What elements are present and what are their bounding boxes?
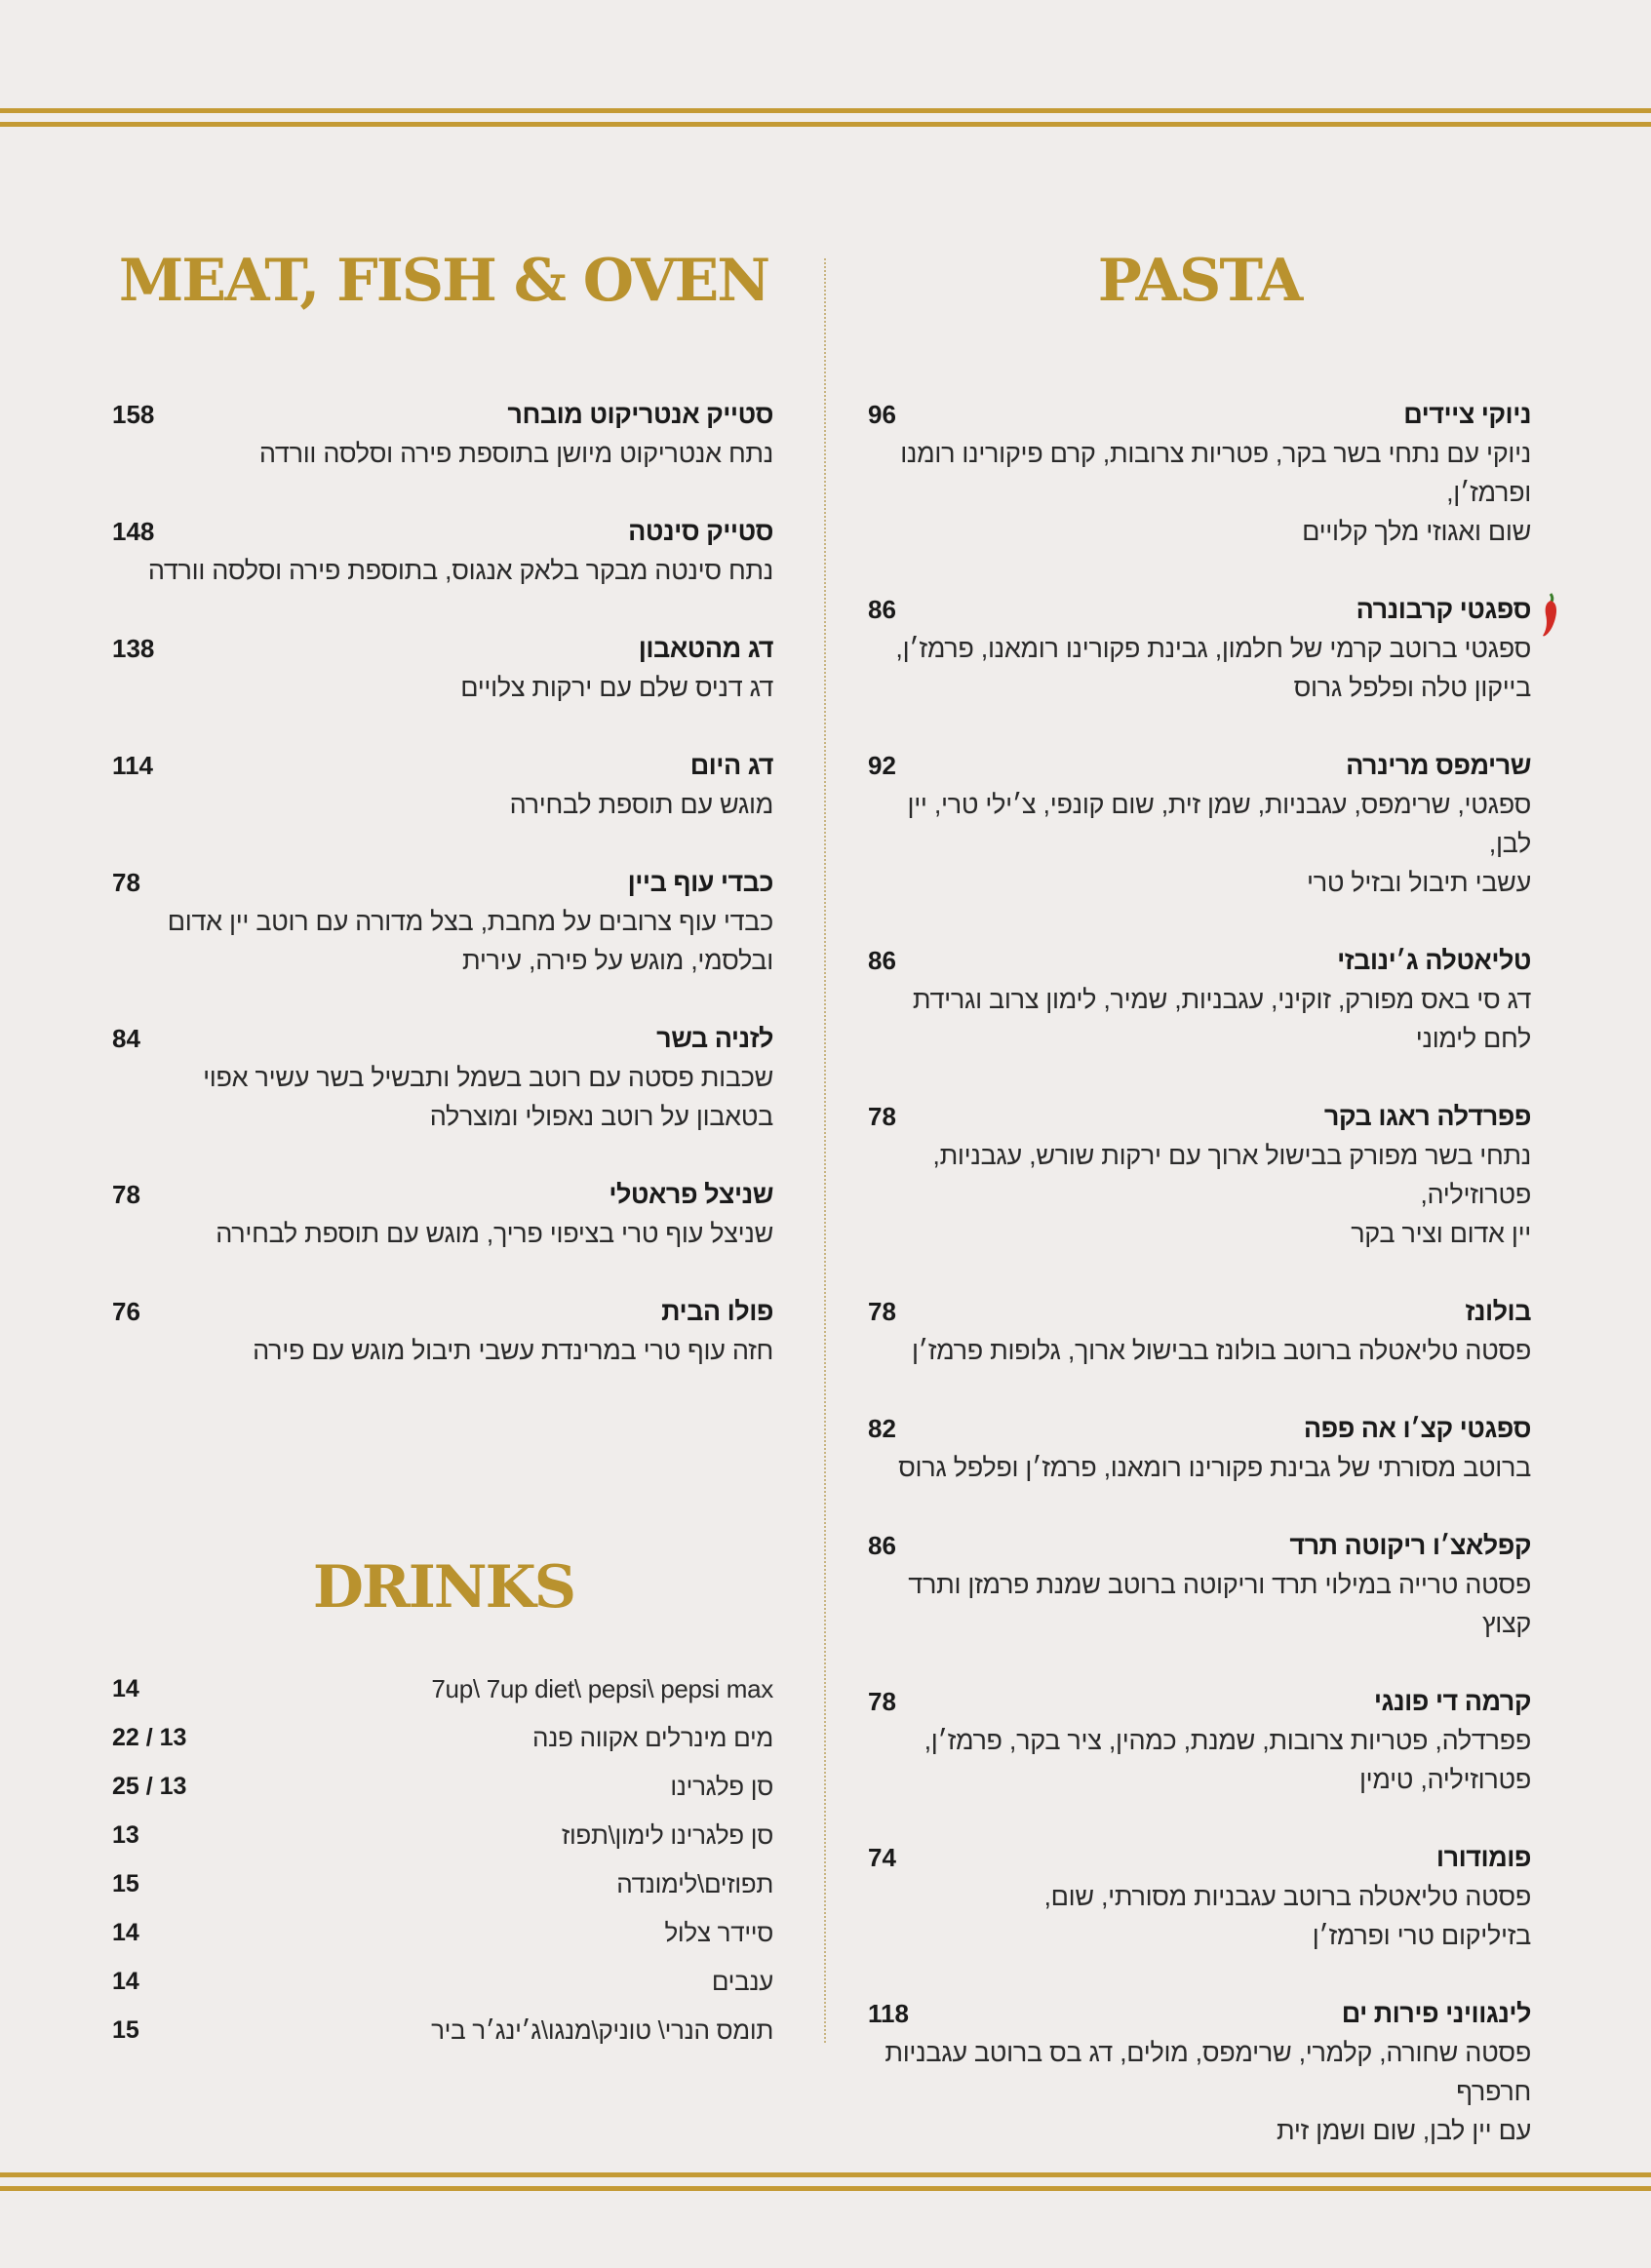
drinks-menu-list bbox=[112, 1664, 773, 2054]
menu-item-name: פולו הבית bbox=[661, 1297, 773, 1326]
menu-item-header bbox=[112, 1019, 773, 1058]
menu-item-price: 78 bbox=[868, 1687, 896, 1716]
menu-item-header bbox=[112, 863, 773, 902]
menu-item-description: פפרדלה, פטריות צרובות, שמנת, כמהין, ציר בקר, פרמז׳ן, bbox=[924, 1726, 1531, 1755]
menu-item-price: 84 bbox=[112, 1024, 140, 1053]
menu-item-description: כבדי עוף צרובים על מחבת, בצל מדורה עם רוטב יין אדום bbox=[167, 907, 773, 936]
menu-item-name: שניצל פראטלי bbox=[609, 1180, 773, 1209]
menu-item-header bbox=[112, 1292, 773, 1331]
menu-item-description: פסטה טליאטלה ברוטב בולונז בבישול ארוך, גלופות פרמז׳ן bbox=[911, 1336, 1531, 1365]
menu-item bbox=[112, 863, 773, 980]
menu-item-description: פסטה טרייה במילוי תרד וריקוטה ברוטב שמנת פרמזן ותרד קצוץ bbox=[908, 1570, 1531, 1638]
menu-item bbox=[112, 1175, 773, 1253]
menu-item-price: 74 bbox=[868, 1843, 896, 1872]
menu-item-description: שכבות פסטה עם רוטב בשמל ותבשיל בשר עשיר אפוי bbox=[203, 1063, 773, 1092]
menu-item-description: עשבי תיבול ובזיל טרי bbox=[1307, 868, 1531, 897]
drink-item bbox=[112, 1762, 773, 1811]
menu-item-description: לחם לימוני bbox=[1415, 1024, 1531, 1053]
menu-item-name: דג מהטאבון bbox=[638, 634, 773, 663]
menu-item-description: בייקון טלה ופלפל גרוס bbox=[1293, 673, 1531, 702]
drink-item bbox=[112, 2006, 773, 2054]
drink-price: 14 bbox=[112, 1675, 139, 1702]
menu-item-name: כבדי עוף ביין bbox=[627, 868, 773, 897]
menu-item-name: ספגטי קצ׳ו אה פפה bbox=[1303, 1414, 1531, 1443]
menu-item-name: קרמה די פונגי bbox=[1373, 1687, 1531, 1716]
menu-item-description: ספגטי ברוטב קרמי של חלמון, גבינת פקורינו רומאנו, פרמז׳ן, bbox=[895, 634, 1531, 663]
menu-item-price: 78 bbox=[112, 1180, 140, 1209]
menu-item bbox=[868, 1409, 1531, 1487]
drink-item bbox=[112, 1908, 773, 1957]
menu-item-description: פסטה שחורה, קלמרי, שרימפס, מולים, דג בס ברוטב עגבניות חרפרף bbox=[884, 2038, 1531, 2106]
pasta-section-title: PASTA bbox=[1097, 247, 1302, 315]
menu-item-name: סטייק סינטה bbox=[628, 517, 773, 546]
menu-item-price: 78 bbox=[868, 1102, 896, 1131]
menu-item bbox=[868, 1994, 1531, 2150]
drink-price: 14 bbox=[112, 1968, 139, 1995]
menu-item-price: 138 bbox=[112, 634, 155, 663]
menu-item-price: 92 bbox=[868, 751, 896, 780]
top-gold-rule bbox=[0, 122, 1651, 127]
drink-price: 22 / 13 bbox=[112, 1724, 187, 1751]
drink-item bbox=[112, 1713, 773, 1762]
menu-item-header bbox=[868, 1682, 1531, 1721]
menu-item-description: נתח סינטה מבקר בלאק אנגוס, בתוספת פירה וסלסה וורדה bbox=[147, 556, 773, 585]
menu-item bbox=[868, 1292, 1531, 1370]
menu-item-price: 82 bbox=[868, 1414, 896, 1443]
menu-item-name: פפרדלה ראגו בקר bbox=[1323, 1102, 1531, 1131]
menu-item-price: 114 bbox=[112, 751, 153, 780]
menu-item-price: 86 bbox=[868, 595, 896, 624]
menu-item-header bbox=[112, 395, 773, 434]
menu-item bbox=[112, 395, 773, 473]
column-divider bbox=[824, 258, 826, 2043]
meat-menu-list bbox=[112, 395, 773, 1409]
menu-item-price: 118 bbox=[868, 1999, 909, 2028]
menu-item bbox=[868, 941, 1531, 1058]
drink-name: ענבים bbox=[711, 1967, 773, 1996]
menu-item-price: 148 bbox=[112, 517, 155, 546]
menu-item-price: 86 bbox=[868, 946, 896, 975]
menu-item-description: יין אדום וציר בקר bbox=[1351, 1219, 1531, 1248]
menu-item-price: 96 bbox=[868, 400, 896, 429]
menu-item bbox=[112, 1292, 773, 1370]
menu-item-description: דג סי באס מפורק, זוקיני, עגבניות, שמיר, לימון צרוב וגרידת bbox=[912, 985, 1531, 1014]
menu-item-name: פומודורו bbox=[1435, 1843, 1531, 1872]
menu-item-header bbox=[868, 1292, 1531, 1331]
chili-pepper-icon bbox=[1539, 592, 1560, 645]
menu-item-price: 76 bbox=[112, 1297, 140, 1326]
menu-item-description: ברוטב מסורתי של גבינת פקורינו רומאנו, פרמז׳ן ופלפל גרוס bbox=[898, 1453, 1531, 1482]
menu-item-description: דג דניס שלם עם ירקות צלויים bbox=[460, 673, 773, 702]
menu-item-name: קפלאצ׳ו ריקוטה תרד bbox=[1289, 1531, 1531, 1560]
drinks-section-title: DRINKS bbox=[312, 1553, 575, 1622]
menu-item-description: עם יין לבן, שום ושמן זית bbox=[1277, 2116, 1531, 2145]
drink-price: 25 / 13 bbox=[112, 1773, 187, 1800]
drink-item bbox=[112, 1664, 773, 1713]
menu-item-name: טליאטלה ג׳ינובזי bbox=[1337, 946, 1531, 975]
pasta-menu-list bbox=[868, 395, 1531, 2189]
drink-name: תפוזים\לימונדה bbox=[616, 1869, 773, 1898]
menu-item-price: 86 bbox=[868, 1531, 896, 1560]
menu-item-description: שניצל עוף טרי בציפוי פריך, מוגש עם תוספת לבחירה bbox=[216, 1219, 773, 1248]
menu-item-header bbox=[868, 395, 1531, 434]
menu-item-description: נתחי בשר מפורק בבישול ארוך עם ירקות שורש, עגבניות, פטרוזיליה, bbox=[932, 1141, 1531, 1209]
top-gold-rule bbox=[0, 108, 1651, 113]
menu-item bbox=[868, 1526, 1531, 1643]
menu-item-header bbox=[868, 941, 1531, 980]
drink-item bbox=[112, 1859, 773, 1908]
drink-name: תומס הנרי\ טוניק\מנגו\ג׳ינג׳ר ביר bbox=[431, 2015, 773, 2045]
meat-section-title: MEAT, FISH & OVEN bbox=[118, 247, 769, 315]
menu-item bbox=[112, 512, 773, 590]
menu-item bbox=[868, 1097, 1531, 1253]
menu-item-header bbox=[868, 1409, 1531, 1448]
drink-name: סן פלגרינו bbox=[670, 1772, 773, 1801]
menu-item-name: דג היום bbox=[689, 751, 773, 780]
menu-item-description: ספגטי, שרימפס, עגבניות, שמן זית, שום קונפי, צ׳ילי טרי, יין לבן, bbox=[907, 790, 1531, 858]
menu-item-header bbox=[868, 1526, 1531, 1565]
menu-item-price: 78 bbox=[868, 1297, 896, 1326]
drink-item bbox=[112, 1811, 773, 1859]
menu-item bbox=[868, 1838, 1531, 1955]
menu-item-header bbox=[112, 746, 773, 785]
menu-item-header bbox=[112, 629, 773, 668]
drink-price: 13 bbox=[112, 1821, 139, 1849]
menu-item-header bbox=[868, 746, 1531, 785]
drink-item bbox=[112, 1957, 773, 2006]
drink-price: 15 bbox=[112, 1870, 139, 1897]
menu-item bbox=[112, 629, 773, 707]
menu-item-description: בזיליקום טרי ופרמז׳ן bbox=[1312, 1921, 1531, 1950]
menu-item-header bbox=[868, 1994, 1531, 2033]
drink-price: 14 bbox=[112, 1919, 139, 1946]
drink-name: סן פלגרינו לימון\תפוז bbox=[561, 1820, 773, 1850]
menu-item-description: בטאבון על רוטב נאפולי ומוצרלה bbox=[429, 1102, 773, 1131]
menu-item-description: חזה עוף טרי במרינדת עשבי תיבול מוגש עם פירה bbox=[253, 1336, 773, 1365]
menu-item bbox=[868, 590, 1531, 707]
menu-item bbox=[112, 1019, 773, 1136]
menu-item-name: ספגטי קרבונרה bbox=[1356, 595, 1531, 624]
drink-price: 15 bbox=[112, 2016, 139, 2044]
menu-item-header bbox=[868, 1097, 1531, 1136]
menu-item-description: ניוקי עם נתחי בשר בקר, פטריות צרובות, קרם פיקורינו רומנו ופרמז׳ן, bbox=[900, 439, 1531, 507]
menu-item-header bbox=[112, 512, 773, 551]
menu-item-description: פטרוזיליה, טימין bbox=[1358, 1765, 1531, 1794]
menu-item bbox=[868, 746, 1531, 902]
menu-item-name: סטייק אנטריקוט מובחר bbox=[507, 400, 773, 429]
drink-name: סיידר צלול bbox=[664, 1918, 773, 1947]
menu-item-header bbox=[112, 1175, 773, 1214]
menu-item bbox=[868, 1682, 1531, 1799]
menu-item-description: ובלסמי, מוגש על פירה, עירית bbox=[462, 946, 773, 975]
menu-item-price: 78 bbox=[112, 868, 140, 897]
menu-item-description: שום ואגוזי מלך קלויים bbox=[1302, 517, 1531, 546]
drink-name: מים מינרלים אקווה פנה bbox=[532, 1723, 773, 1752]
menu-item bbox=[112, 746, 773, 824]
menu-item-description: פסטה טליאטלה ברוטב עגבניות מסורתי, שום, bbox=[1043, 1882, 1531, 1911]
menu-item bbox=[868, 395, 1531, 551]
menu-item-header bbox=[868, 590, 1531, 629]
menu-item-name: בולונז bbox=[1465, 1297, 1531, 1326]
menu-item-name: לזניה בשר bbox=[656, 1024, 773, 1053]
menu-item-name: שרימפס מרינרה bbox=[1346, 751, 1531, 780]
menu-item-name: לינגוויני פירות ים bbox=[1341, 1999, 1531, 2028]
drink-name: 7up\ 7up diet\ pepsi\ pepsi max bbox=[431, 1674, 773, 1703]
menu-item-header bbox=[868, 1838, 1531, 1877]
menu-item-description: מוגש עם תוספת לבחירה bbox=[509, 790, 773, 819]
menu-item-price: 158 bbox=[112, 400, 155, 429]
menu-item-name: ניוקי ציידים bbox=[1403, 400, 1531, 429]
menu-item-description: נתח אנטריקוט מיושן בתוספת פירה וסלסה וורדה bbox=[258, 439, 773, 468]
